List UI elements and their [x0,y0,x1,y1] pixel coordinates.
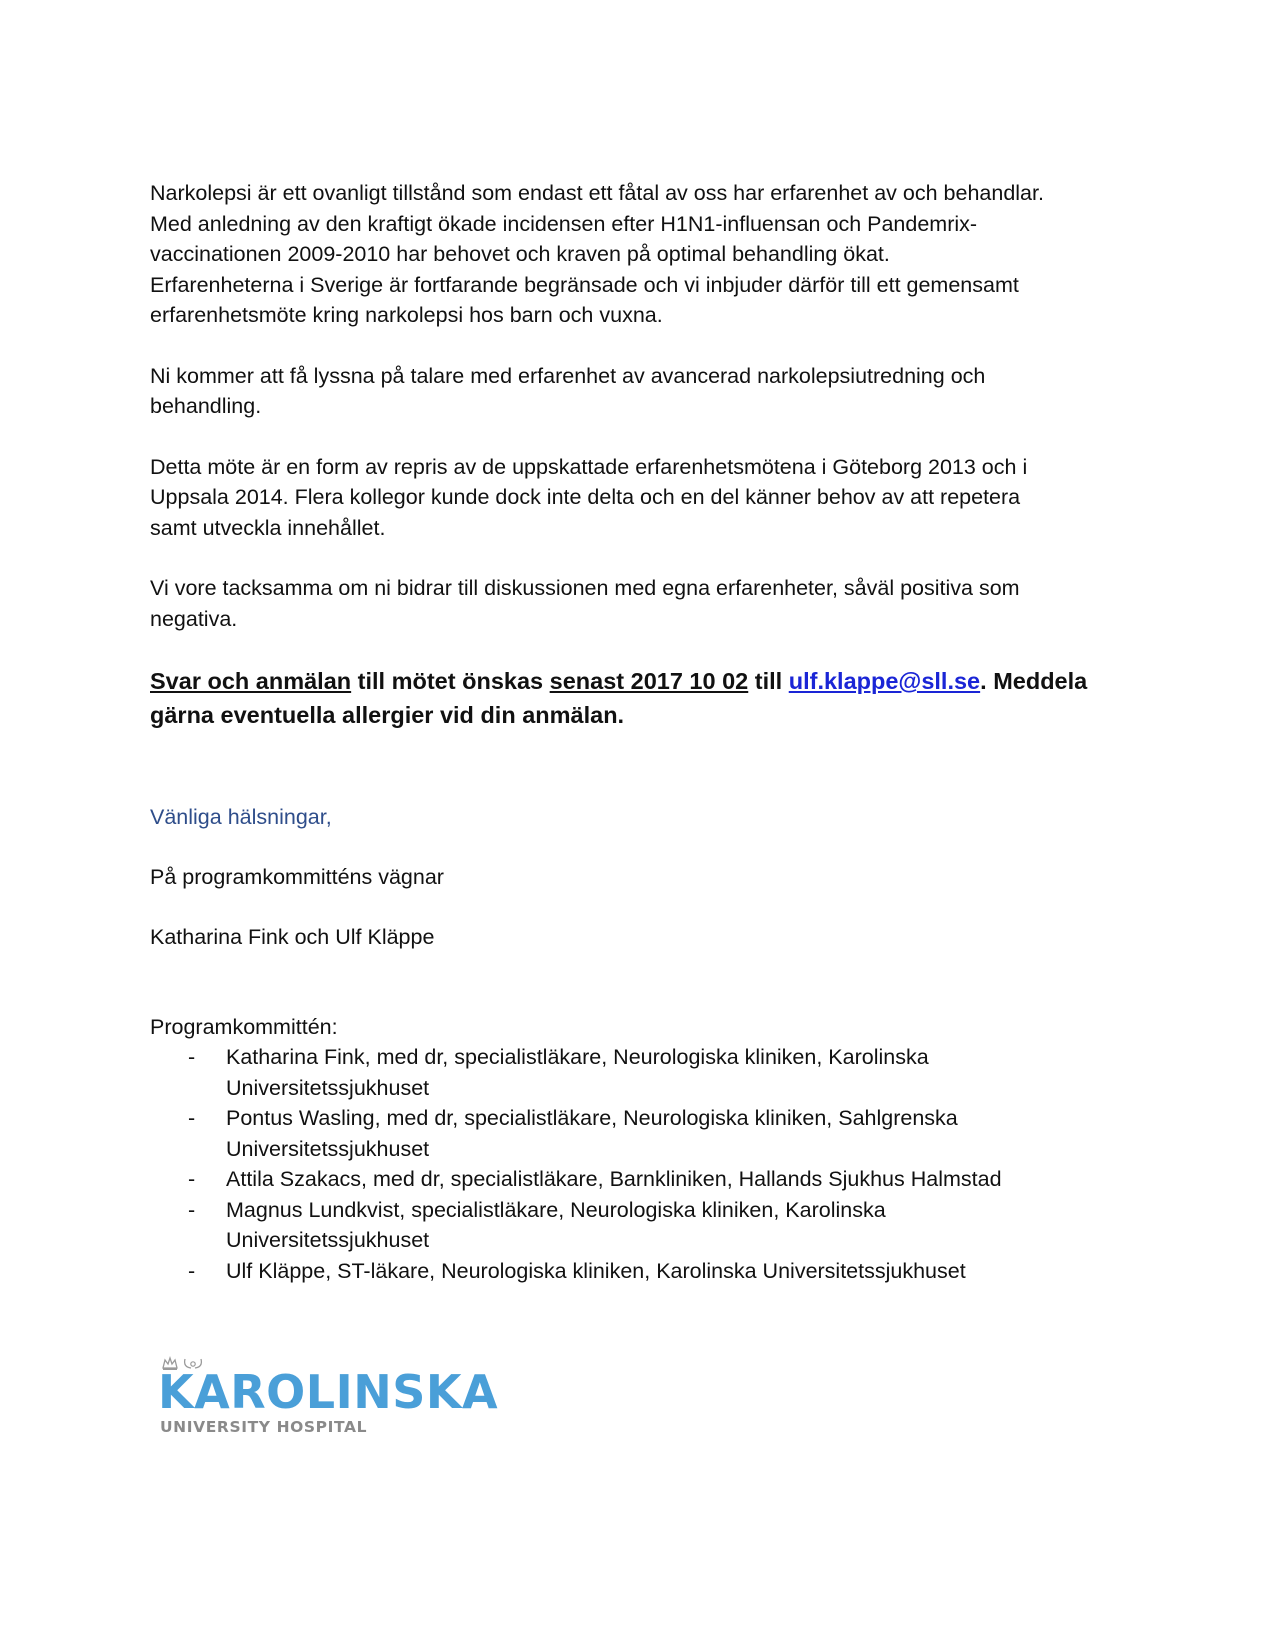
karolinska-logo [158,1355,518,1445]
text-line: vaccinationen 2009-2010 har behovet och kraven på optimal behandling ökat. [150,242,890,266]
member-line: Universitetssjukhuset [226,1136,430,1161]
signers: Katharina Fink och Ulf Kläppe [150,925,435,949]
list-item [150,1256,1120,1287]
greeting: Vänliga hälsningar, [150,805,332,829]
registration-emphasis: Svar och anmälan [150,668,352,694]
text-line: behandling. [150,394,262,418]
repris-paragraph [150,452,1120,544]
text-line: Detta möte är en form av repris av de uppskattade erfarenhetsmötena i Göteborg 2013 och i [150,454,1028,479]
list-item [150,1164,1120,1195]
member-line: Magnus Lundkvist, specialistläkare, Neurologiska kliniken, Karolinska [226,1197,886,1222]
list-item [150,1103,1120,1164]
text-line: Narkolepsi är ett ovanligt tillstånd som endast ett fåtal av oss har erfarenhet av och behandlar. [150,181,1044,205]
email-link[interactable]: ulf.klappe@sll.se [788,668,981,694]
speakers-paragraph [150,361,1120,422]
registration-text: till mötet önskas [351,668,550,694]
bullet-dash: - [188,1045,196,1069]
registration-text: . Meddela [980,668,1088,694]
member-line: Universitetssjukhuset [226,1228,430,1252]
member-line: Ulf Kläppe, ST-läkare, Neurologiska kliniken, Karolinska Universitetssjukhuset [226,1258,966,1283]
member-line: Attila Szakacs, med dr, specialistläkare, Barnkliniken, Hallands Sjukhus Halmstad [226,1167,1002,1191]
text-line: Vi vore tacksamma om ni bidrar till diskussionen med egna erfarenheter, såväl positiva som [150,576,1020,600]
logo-subtitle: UNIVERSITY HOSPITAL [160,1418,368,1436]
member-line: Universitetssjukhuset [226,1075,430,1100]
allergy-line: gärna eventuella allergier vid din anmälan. [150,702,625,728]
text-line: samt utveckla innehållet. [150,515,386,540]
intro-paragraph [150,178,1120,331]
on-behalf-line: På programkommitténs vägnar [150,865,444,889]
text-line: erfarenhetsmöte kring narkolepsi hos barn och vuxna. [150,303,663,327]
registration-notice [150,664,1120,732]
list-item [150,1195,1120,1256]
bullet-dash: - [188,1106,196,1130]
bullet-dash: - [188,1197,196,1222]
text-line: Ni kommer att få lyssna på talare med erfarenhet av avancerad narkolepsiutredning och [150,363,986,388]
list-item [150,1042,1120,1103]
text-line: Med anledning av den kraftigt ökade incidensen efter H1N1-influensan och Pandemrix- [150,211,978,236]
letter-body [150,178,1120,1286]
committee-list [150,1042,1120,1286]
bullet-dash: - [188,1258,196,1283]
text-line: Uppsala 2014. Flera kollegor kunde dock inte delta och en del känner behov av att repetera [150,485,1021,509]
registration-line [150,664,1120,698]
bullet-dash: - [188,1167,196,1191]
text-line: negativa. [150,606,238,631]
registration-text: till [748,668,789,694]
deadline-date: senast 2017 10 02 [549,668,749,694]
logo-wordmark: KAROLINSKA [158,1365,499,1419]
text-line: Erfarenheterna i Sverige är fortfarande begränsade och vi inbjuder därför till ett gemensamt [150,272,1019,297]
member-line: Pontus Wasling, med dr, specialistläkare, Neurologiska kliniken, Sahlgrenska [226,1106,958,1130]
committee-title: Programkommittén: [150,1015,338,1039]
discussion-paragraph [150,573,1120,634]
member-line: Katharina Fink, med dr, specialistläkare, Neurologiska kliniken, Karolinska [226,1045,929,1069]
